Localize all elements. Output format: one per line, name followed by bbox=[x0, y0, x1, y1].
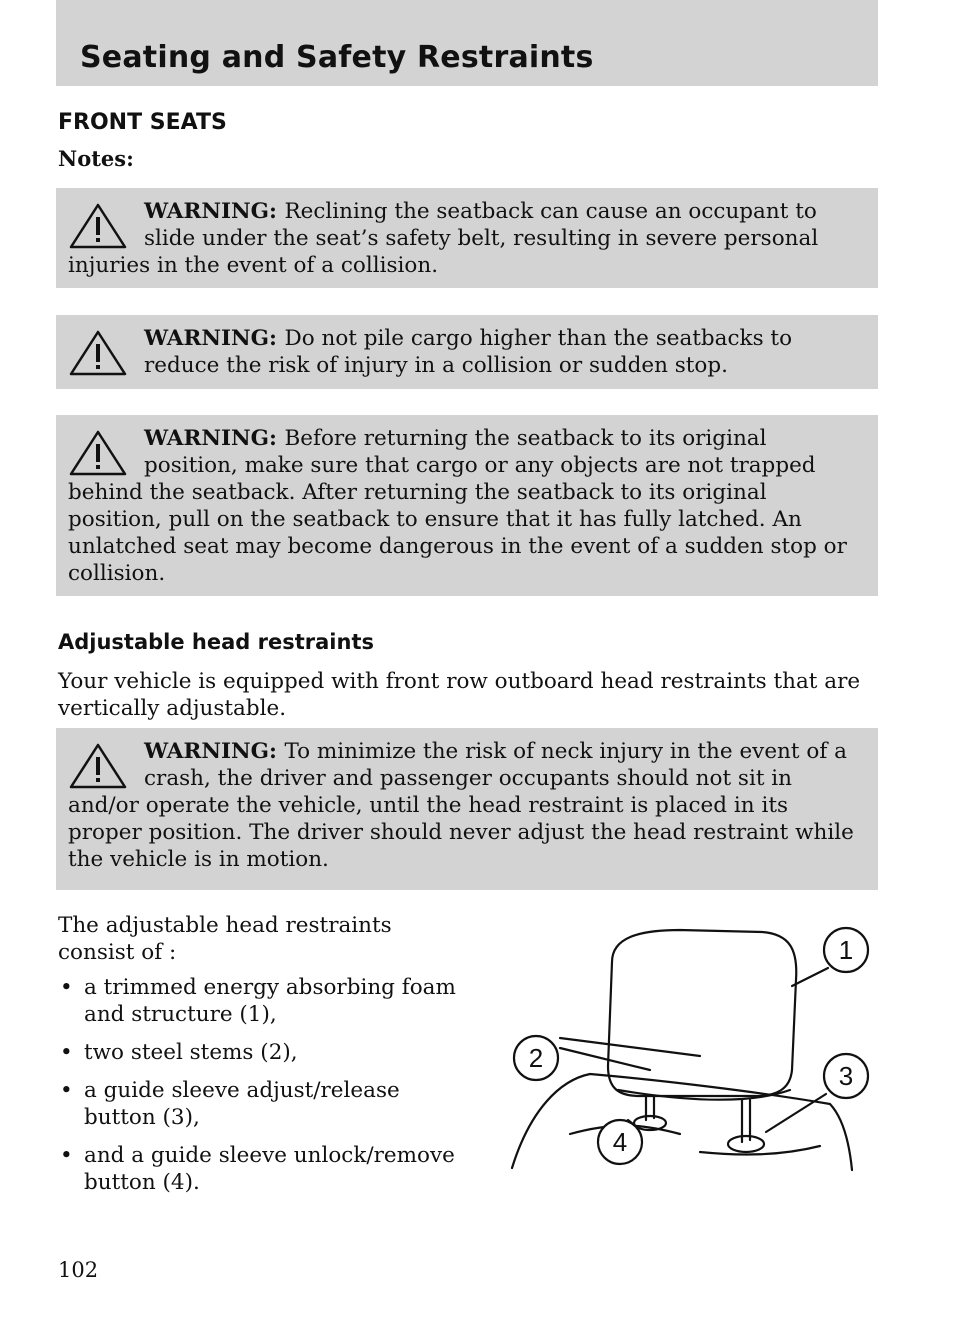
warning-triangle-icon bbox=[68, 329, 128, 377]
page-header bbox=[56, 0, 878, 86]
warning-label: WARNING: bbox=[144, 426, 285, 451]
warning-label: WARNING: bbox=[144, 199, 285, 224]
components-list bbox=[58, 974, 478, 1207]
warning-box bbox=[56, 728, 878, 890]
head-restraint-diagram bbox=[500, 920, 880, 1180]
page-number: 102 bbox=[58, 1258, 99, 1282]
header-title: Seating and Safety Restraints bbox=[80, 40, 594, 75]
subsection-title: Adjustable head restraints bbox=[58, 630, 374, 654]
warning-text: Before returning the seatback to its original position, make sure that cargo or any objects are not trapped behind the seatback. After returning the seatback to its original position, pull on the seatback to ensure that it has fully latched. An unlatched seat may become dangerous in the event of a sudden stop or collision. bbox=[68, 426, 847, 586]
warning-label: WARNING: bbox=[144, 326, 285, 351]
head-restraints-description: Your vehicle is equipped with front row outboard head restraints that are vertically adjustable. bbox=[58, 669, 861, 721]
warning-triangle-icon bbox=[68, 429, 128, 477]
warning-box bbox=[56, 188, 878, 288]
components-intro: The adjustable head restraints consist of : bbox=[58, 913, 392, 965]
callout-4: 4 bbox=[612, 1127, 628, 1157]
warning-text: Do not pile cargo higher than the seatbacks to reduce the risk of injury in a collision or sudden stop. bbox=[144, 326, 793, 378]
warning-triangle-icon bbox=[68, 202, 128, 250]
warning-text: Reclining the seatback can cause an occupant to slide under the seat’s safety belt, resulting in severe personal injuries in the event of a collision. bbox=[68, 199, 819, 278]
list-item: • a trimmed energy absorbing foam and structure (1), bbox=[58, 974, 478, 1028]
callout-2: 2 bbox=[528, 1043, 544, 1073]
list-item: • a guide sleeve adjust/release button (3), bbox=[58, 1077, 478, 1131]
warning-label: WARNING: bbox=[144, 739, 285, 764]
warning-box bbox=[56, 415, 878, 596]
warning-box bbox=[56, 315, 878, 389]
list-item: • two steel stems (2), bbox=[58, 1039, 478, 1066]
notes-label: Notes: bbox=[58, 146, 134, 171]
callout-1: 1 bbox=[838, 935, 854, 965]
list-item: • and a guide sleeve unlock/remove button (4). bbox=[58, 1142, 478, 1196]
warning-text: To minimize the risk of neck injury in the event of a crash, the driver and passenger occupants should not sit in and/or operate the vehicle, until the head restraint is placed in its proper position. The driver should never adjust the head restraint while the vehicle is in motion. bbox=[68, 739, 854, 872]
warning-triangle-icon bbox=[68, 742, 128, 790]
callout-3: 3 bbox=[838, 1061, 854, 1091]
section-title: FRONT SEATS bbox=[58, 110, 227, 135]
